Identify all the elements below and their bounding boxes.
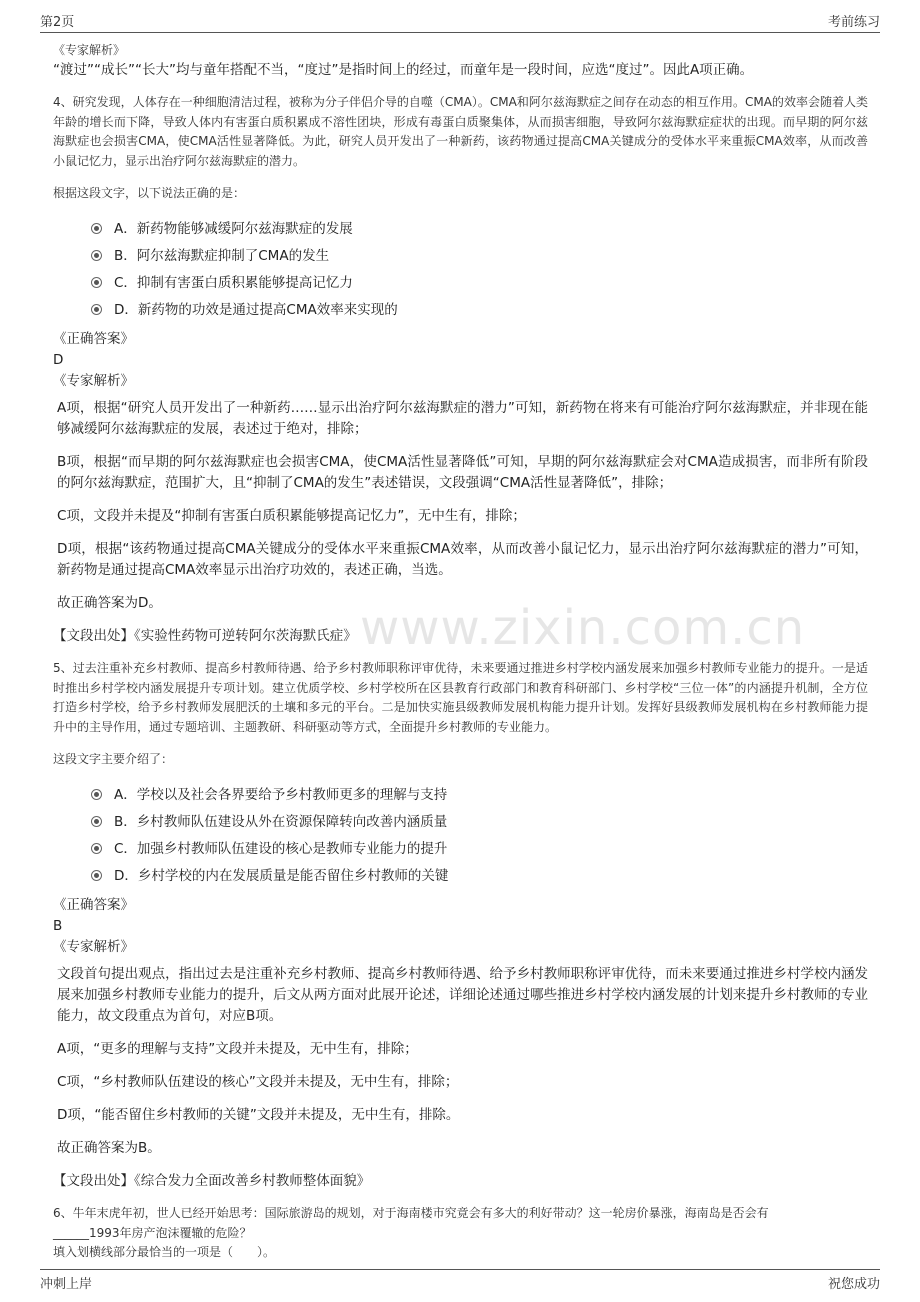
analysis-paragraph: B项，根据“而早期的阿尔兹海默症也会损害CMA，使CMA活性显著降低”可知，早期的阿尔兹海默症会对CMA造成损害，而非所有阶段的阿尔兹海默症，范围扩大，且“抑制了CMA的发生”表述错误，文段强调“CMA活性显著降低”，排除； — [57, 454, 868, 491]
option-c[interactable]: C．加强乡村教师队伍建设的核心是教师专业能力的提升 — [91, 833, 868, 860]
analysis-paragraph: 文段首句提出观点，指出过去是注重补充乡村教师、提高乡村教师待遇、给予乡村教师职称评审优待，而未来要通过推进乡村学校内涵发展来加强乡村教师专业能力的提升，后文从两方面对此展开论述，详细论述通过哪些推进乡村学校内涵发展的计划来提升乡村教师的专业能力，故文段重点为首句，对应B项。 — [57, 966, 868, 1024]
option-d[interactable]: D．新药物的功效是通过提高CMA效率来实现的 — [91, 294, 868, 321]
answer-value: D — [53, 352, 64, 368]
source-citation: 【文段出处】《综合发力全面改善乡村教师整体面貌》 — [53, 1173, 371, 1189]
question-5-options — [91, 779, 868, 887]
question-5-prompt: 这段文字主要介绍了： — [53, 752, 174, 766]
analysis-paragraph: C项，文段并未提及“抑制有害蛋白质积累能够提高记忆力”，无中生有，排除； — [57, 508, 526, 524]
radio-icon[interactable] — [91, 843, 102, 854]
page-header — [40, 8, 880, 33]
analysis-label: 《专家解析》 — [53, 43, 126, 57]
answer-label: 《正确答案》 — [53, 331, 134, 347]
question-4-stem: 4、研究发现，人体存在一种细胞清洁过程，被称为分子伴侣介导的自噬（CMA）。CMA和阿尔兹海默症之间存在动态的相互作用。CMA的效率会随着人类年龄的增长而下降，导致人体内有害蛋白质积累成不溶性团块，形成有毒蛋白质聚集体，从而损害细胞，导致阿尔兹海默症症状的出现。而早期的阿尔兹海默症也会损害CMA，使CMA活性显著降低。为此，研究人员开发出了一种新药，该药物通过提高CMA关键成分的受体水平来重振CMA效率，从而改善小鼠记忆力，显示出治疗阿尔兹海默症的潜力。 — [53, 95, 868, 168]
analysis-conclusion: 故正确答案为B。 — [57, 1140, 161, 1156]
question-5-stem: 5、过去注重补充乡村教师、提高乡村教师待遇、给予乡村教师职称评审优待，未来要通过推进乡村学校内涵发展来加强乡村教师专业能力的提升。一是适时推出乡村学校内涵发展提升专项计划。建立优质学校、乡村学校所在区县教育行政部门和教育科研部门、乡村学校“三位一体”的内涵提升机制，全方位打造乡村学校，给予乡村教师发展肥沃的土壤和多元的平台。二是加快实施县级教师发展机构能力提升计划。发挥好县级教师发展机构在乡村教师能力提升中的主导作用，通过专题培训、主题教研、科研驱动等方式，全面提升乡村教师的专业能力。 — [53, 661, 868, 734]
watermark: www.zixin.com.cn — [360, 600, 806, 656]
analysis-label: 《专家解析》 — [53, 373, 134, 389]
question-6-stem-line2: ______1993年房产泡沫覆辙的危险？ — [53, 1225, 252, 1240]
answer-label: 《正确答案》 — [53, 897, 134, 913]
question-6-prompt: 填入划横线部分最恰当的一项是（ ）。 — [53, 1245, 276, 1259]
analysis-paragraph: D项，根据“该药物通过提高CMA关键成分的受体水平来重振CMA效率，从而改善小鼠记忆力，显示出治疗阿尔兹海默症的潜力”可知，新药物是通过提高CMA效率显示出治疗功效的，表述正确，当选。 — [57, 541, 868, 578]
question-4-options — [91, 213, 868, 321]
analysis-paragraph: C项，“乡村教师队伍建设的核心”文段并未提及，无中生有，排除； — [57, 1074, 459, 1090]
header-title: 考前练习 — [827, 15, 880, 30]
option-a[interactable]: A．新药物能够减缓阿尔兹海默症的发展 — [91, 213, 868, 240]
source-citation: 【文段出处】《实验性药物可逆转阿尔茨海默氏症》 — [53, 628, 357, 644]
analysis-text: “渡过”“成长”“长大”均与童年搭配不当，“度过”是指时间上的经过，而童年是一段时间，应选“度过”。因此A项正确。 — [53, 62, 754, 78]
analysis-label: 《专家解析》 — [53, 939, 134, 955]
radio-icon[interactable] — [91, 870, 102, 881]
option-b[interactable]: B．阿尔兹海默症抑制了CMA的发生 — [91, 240, 868, 267]
option-c[interactable]: C．抑制有害蛋白质积累能够提高记忆力 — [91, 267, 868, 294]
radio-icon[interactable] — [91, 816, 102, 827]
analysis-paragraph: D项，“能否留住乡村教师的关键”文段并未提及，无中生有，排除。 — [57, 1107, 460, 1123]
page-footer — [40, 1269, 880, 1292]
option-a[interactable]: A．学校以及社会各界要给予乡村教师更多的理解与支持 — [91, 779, 868, 806]
radio-icon[interactable] — [91, 277, 102, 288]
option-d[interactable]: D．乡村学校的内在发展质量是能否留住乡村教师的关键 — [91, 860, 868, 887]
page-number: 第2页 — [40, 15, 75, 30]
analysis-conclusion: 故正确答案为D。 — [57, 595, 162, 611]
radio-icon[interactable] — [91, 223, 102, 234]
analysis-paragraph: A项，“更多的理解与支持”文段并未提及，无中生有，排除； — [57, 1041, 418, 1057]
question-6-stem-line1: 6、牛年末虎年初，世人已经开始思考：国际旅游岛的规划，对于海南楼市究竟会有多大的利好带动？这一轮房价暴涨，海南岛是否会有 — [53, 1206, 769, 1220]
radio-icon[interactable] — [91, 304, 102, 315]
option-b[interactable]: B．乡村教师队伍建设从外在资源保障转向改善内涵质量 — [91, 806, 868, 833]
footer-right: 祝您成功 — [827, 1277, 880, 1292]
answer-value: B — [53, 918, 63, 934]
radio-icon[interactable] — [91, 250, 102, 261]
question-4-prompt: 根据这段文字，以下说法正确的是： — [53, 186, 246, 200]
footer-left: 冲刺上岸 — [40, 1277, 93, 1292]
analysis-paragraph: A项，根据“研究人员开发出了一种新药……显示出治疗阿尔兹海默症的潜力”可知，新药物在将来有可能治疗阿尔兹海默症，并非现在能够减缓阿尔兹海默症的发展，表述过于绝对，排除； — [57, 400, 868, 437]
main-content — [53, 40, 868, 1263]
radio-icon[interactable] — [91, 789, 102, 800]
